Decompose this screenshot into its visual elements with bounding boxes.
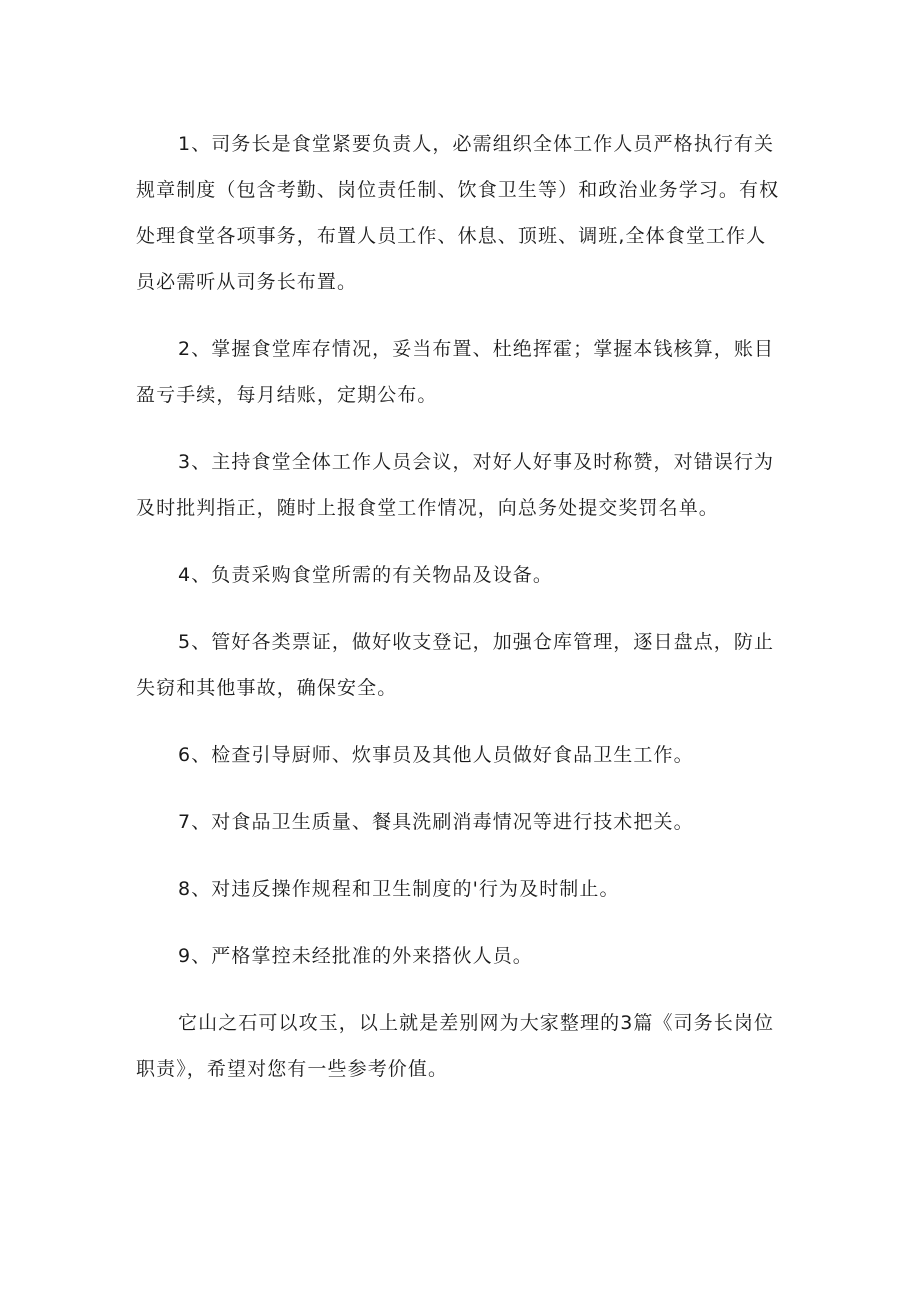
duty-item-3: 3、主持食堂全体工作人员会议，对好人好事及时称赞，对错误行为及时批判指正，随时上报食堂工作情况，向总务处提交奖罚名单。	[136, 451, 775, 519]
document-body	[136, 121, 784, 1113]
duty-item-8: 8、对违反操作规程和卫生制度的'行为及时制止。	[178, 878, 620, 900]
duty-item-7: 7、对食品卫生质量、餐具洗刷消毒情况等进行技术把关。	[178, 811, 694, 833]
duty-item-6: 6、检查引导厨师、炊事员及其他人员做好食品卫生工作。	[178, 744, 694, 766]
duty-item-4: 4、负责采购食堂所需的有关物品及设备。	[178, 564, 553, 586]
closing-paragraph: 它山之石可以攻玉，以上就是差别网为大家整理的3篇《司务长岗位职责》，希望对您有一些参考价值。	[136, 1012, 775, 1080]
duty-item-5: 5、管好各类票证，做好收支登记，加强仓库管理，逐日盘点，防止失窃和其他事故，确保安全。	[136, 631, 775, 699]
duty-item-9: 9、严格掌控未经批准的外来搭伙人员。	[178, 945, 533, 967]
duty-item-1: 1、司务长是食堂紧要负责人，必需组织全体工作人员严格执行有关规章制度（包含考勤、岗位责任制、饮食卫生等）和政治业务学习。有权处理食堂各项事务，布置人员工作、休息、顶班、调班,全体食堂工作人员必需听从司务长布置。	[136, 133, 780, 293]
duty-item-2: 2、掌握食堂库存情况，妥当布置、杜绝挥霍；掌握本钱核算，账目盈亏手续，每月结账，定期公布。	[136, 338, 775, 406]
